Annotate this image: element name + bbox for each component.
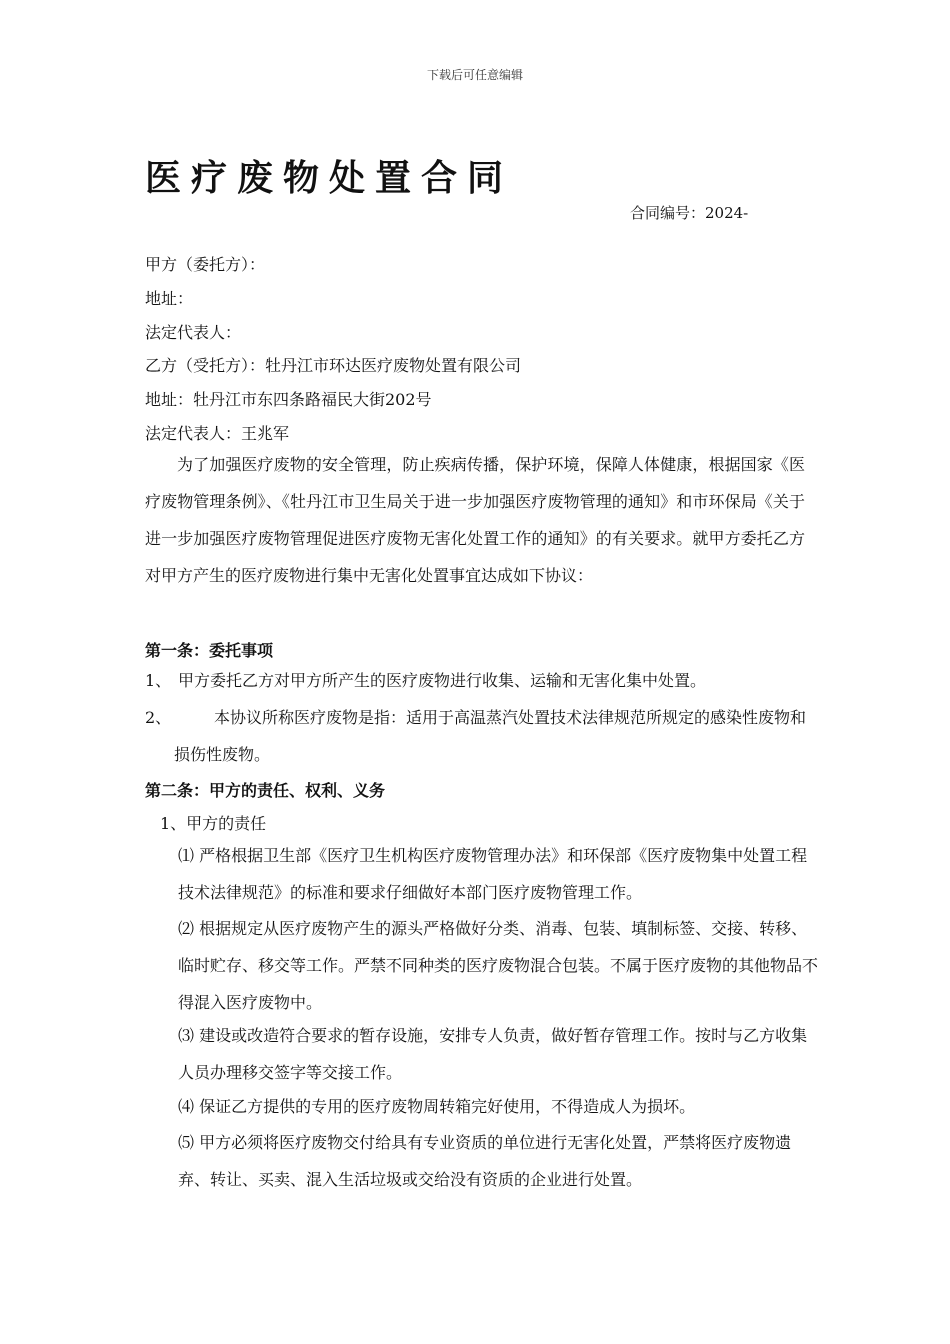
article-1-item-2-text: 本协议所称医疗废物是指：适用于高温蒸汽处置技术法律规范所规定的感染性废物和损伤性废物。: [174, 708, 807, 764]
page-header-note: 下载后可任意编辑: [426, 68, 523, 82]
party-b-representative: 法定代表人：王兆军: [145, 424, 290, 443]
article-1-item-1-number: 1、: [145, 671, 172, 690]
article-2-subheading: 1、甲方的责任: [160, 814, 267, 833]
article-2-clause-5: ⑸ 甲方必须将医疗废物交付给具有专业资质的单位进行无害化处置，严禁将医疗废物遗弃、转让、买卖、混入生活垃圾或交给没有资质的企业进行处置。: [178, 1133, 792, 1189]
article-1-item-1-text: 甲方委托乙方对甲方所产生的医疗废物进行收集、运输和无害化集中处置。: [178, 671, 707, 690]
party-b-address: 地址：牡丹江市东四条路福民大街202号: [145, 390, 432, 409]
document-title: 医疗废物处置合同: [145, 157, 514, 199]
article-1-item-2-number: 2、: [145, 708, 172, 727]
article-2-clause-1: ⑴ 严格根据卫生部《医疗卫生机构医疗废物管理办法》和环保部《医疗废物集中处置工程技术法律规范》的标准和要求仔细做好本部门医疗废物管理工作。: [178, 846, 808, 902]
party-b-name: 乙方（受托方）：牡丹江市环达医疗废物处置有限公司: [145, 356, 522, 375]
party-a-name: 甲方（委托方）：: [145, 255, 266, 274]
article-2-clause-3: ⑶ 建设或改造符合要求的暂存设施，安排专人负责，做好暂存管理工作。按时与乙方收集人员办理移交签字等交接工作。: [178, 1026, 808, 1082]
article-2-heading: 第二条：甲方的责任、权利、义务: [145, 781, 386, 800]
party-a-representative: 法定代表人：: [145, 323, 242, 342]
article-2-clause-4: ⑷ 保证乙方提供的专用的医疗废物周转箱完好使用，不得造成人为损坏。: [178, 1097, 696, 1116]
preamble-paragraph: 为了加强医疗废物的安全管理，防止疾病传播，保护环境，保障人体健康，根据国家《医疗废物管理条例》、《牡丹江市卫生局关于进一步加强医疗废物管理的通知》和市环保局《关于进一步加强医疗废物管理促进医疗废物无害化处置工作的通知》的有关要求。就甲方委托乙方对甲方产生的医疗废物进行集中无害化处置事宜达成如下协议：: [145, 455, 805, 585]
article-2-clause-2: ⑵ 根据规定从医疗废物产生的源头严格做好分类、消毒、包装、填制标签、交接、转移、临时贮存、移交等工作。严禁不同种类的医疗废物混合包装。不属于医疗废物的其他物品不得混入医疗废物中。: [178, 919, 819, 1012]
article-1-heading: 第一条：委托事项: [145, 641, 274, 660]
contract-number: 合同编号：2024-: [630, 204, 749, 222]
party-a-address: 地址：: [145, 289, 194, 308]
